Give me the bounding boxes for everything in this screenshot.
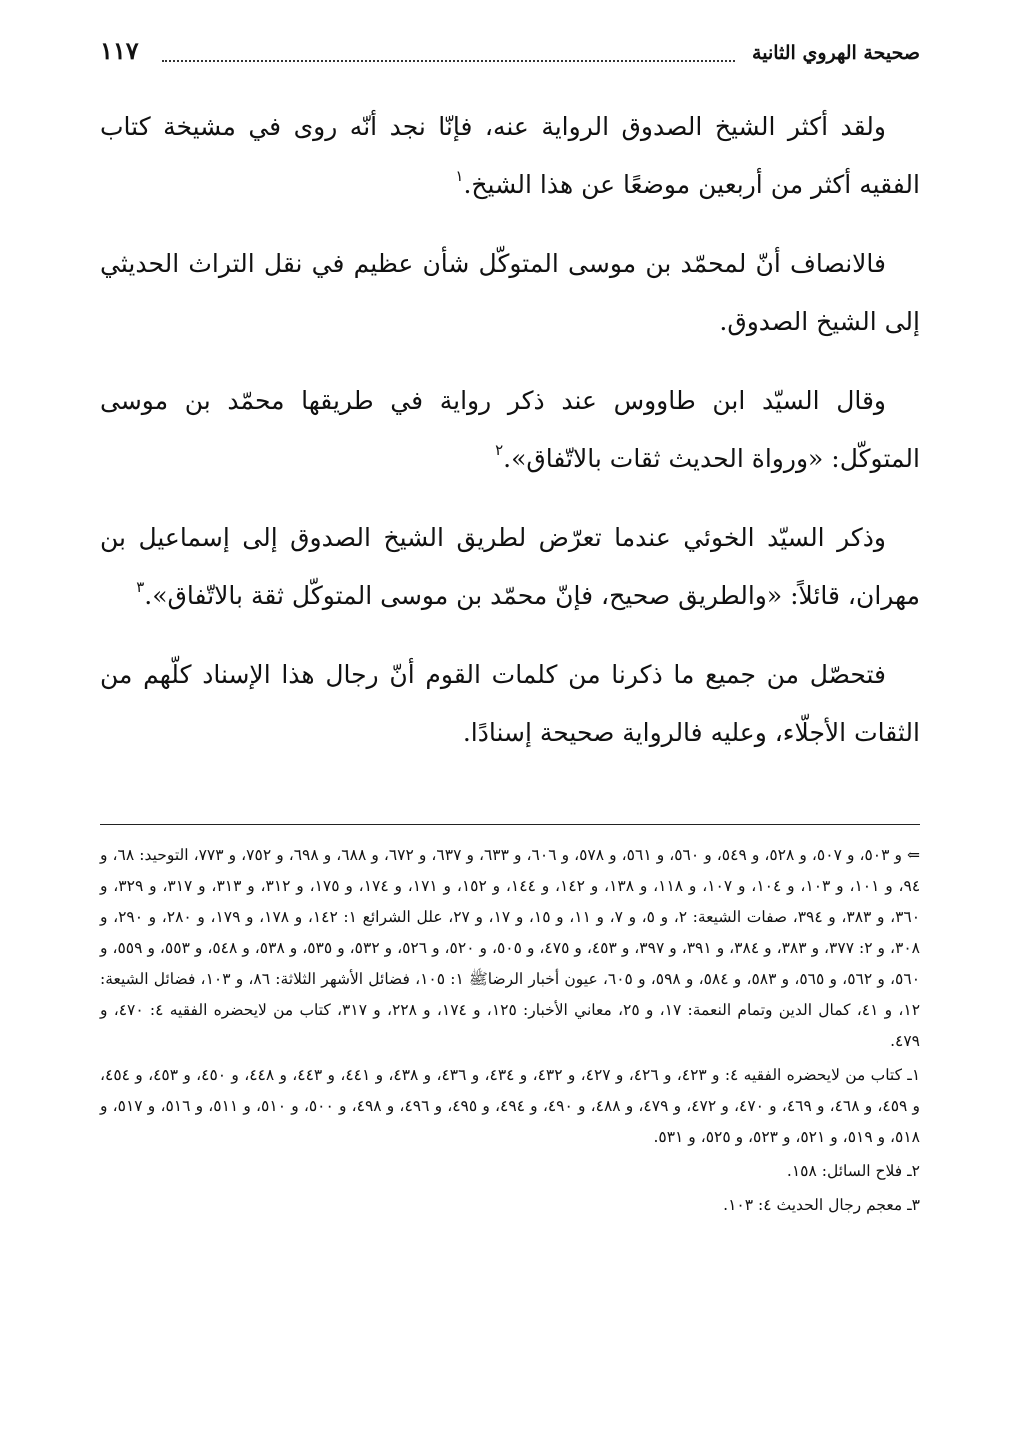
note-reference: ١ <box>455 167 464 185</box>
footnotes <box>100 840 920 1224</box>
running-title: صحيحة الهروي الثانية <box>752 42 920 64</box>
page-number: ١١٧ <box>100 36 139 65</box>
footnote-continued: ⇐ و ٥٠٣، و ٥٠٧، و ٥٢٨، و ٥٤٩، و ٥٦٠، و ٥٦١، و ٥٧٨، و ٦٠٦، و ٦٣٣، و ٦٣٧، و ٦٧٢، و ٦٨٨، و ٦٩٨، و ٧٥٢، و ٧٧٣، التوحيد: ٦٨، و ٩٤، و ١٠١، و ١٠٣، و ١٠٤، و ١٠٧، و ١١٨، و ١٣٨، و ١٤٢، و ١٤٤، و ١٥٢، و ١٧١، و ١٧٤، و ١٧٥، و ٣١٢، و ٣١٣، و ٣١٧، و ٣٢٩، و ٣٦٠، و ٣٨٣، و ٣٩٤، صفات الشيعة: ٢، و ٥، و ٧، و ١١، و ١٥، و ١٧، و ٢٧، علل الشرائع ١: ١٤٢، و ١٧٨، و ١٧٩، و ٢٨٠، و ٢٩٠، و ٣٠٨، و ٢: ٣٧٧، و ٣٨٣، و ٣٨٤، و ٣٩١، و ٣٩٧، و ٤٥٣، و ٤٧٥، و ٥٠٥، و ٥٢٠، و ٥٢٦، و ٥٣٢، و ٥٣٥، و ٥٣٨، و ٥٤٨، و ٥٥٣، و ٥٥٩، و ٥٦٠، و ٥٦٢، و ٥٦٥، و ٥٨٣، و ٥٨٤، و ٥٩٨، و ٦٠٥، عيون أخبار الرضاﷺ ١: ١٠٥، فضائل الأشهر الثلاثة: ٨٦، و ١٠٣، فضائل الشيعة: ١٢، و ٤١، كمال الدين وتمام النعمة: ١٧، و ٢٥، معاني الأخبار: ١٢٥، و ١٧٤، و ٢٢٨، و ٣١٧، كتاب من لايحضره الفقيه ٤: ٤٧٠، و ٤٧٩. <box>100 846 921 1050</box>
header-dotted-leader <box>162 60 735 62</box>
paragraph-text: ولقد أكثر الشيخ الصدوق الرواية عنه، فإنّا نجد أنّه روى في مشيخة كتاب الفقيه أكثر من أربعين موضعًا عن هذا الشيخ. <box>100 112 920 199</box>
note-reference: ٢ <box>495 441 504 459</box>
main-text <box>100 98 920 783</box>
note-reference: ٣ <box>136 578 145 596</box>
footnote-2: ٢ـ فلاح السائل: ١٥٨. <box>786 1162 920 1180</box>
paragraph-text: فالانصاف أنّ لمحمّد بن موسى المتوكّل شأن عظيم في نقل التراث الحديثي إلى الشيخ الصدوق. <box>100 249 920 336</box>
footnote-1: ١ـ كتاب من لايحضره الفقيه ٤: و ٤٢٣، و ٤٢٦، و ٤٢٧، و ٤٣٢، و ٤٣٤، و ٤٣٦، و ٤٣٨، و ٤٤١، و ٤٤٣، و ٤٤٨، و ٤٥٠، و ٤٥٣، و ٤٥٤، و ٤٥٩، و ٤٦٨، و ٤٦٩، و ٤٧٠، و ٤٧٢، و ٤٧٩، و ٤٨٨، و ٤٩٠، و ٤٩٤، و ٤٩٥، و ٤٩٦، و ٤٩٨، و ٥٠٠، و ٥١٠، و ٥١١، و ٥١٦، و ٥١٧، و ٥١٨، و ٥١٩، و ٥٢١، و ٥٢٣، و ٥٢٥، و ٥٣١. <box>100 1066 921 1146</box>
paragraph <box>100 509 920 625</box>
footnote-3: ٣ـ معجم رجال الحديث ٤: ١٠٣. <box>723 1196 920 1214</box>
paragraph <box>100 372 920 488</box>
page-header <box>100 30 920 80</box>
paragraph-text: فتحصّل من جميع ما ذكرنا من كلمات القوم أنّ رجال هذا الإسناد كلّهم من الثقات الأجلّاء، وعليه فالرواية صحيحة إسنادًا. <box>100 660 920 747</box>
paragraph-text: وذكر السيّد الخوئي عندما تعرّض لطريق الشيخ الصدوق إلى إسماعيل بن مهران، قائلاً: «والطريق صحيح، فإنّ محمّد بن موسى المتوكّل ثقة بالاتّفاق». <box>100 523 920 610</box>
paragraph <box>100 98 920 214</box>
paragraph <box>100 235 920 351</box>
paragraph <box>100 646 920 762</box>
footnote-separator <box>100 824 920 825</box>
paragraph-text: وقال السيّد ابن طاووس عند ذكر رواية في طريقها محمّد بن موسى المتوكّل: «ورواة الحديث ثقات بالاتّفاق». <box>100 386 920 473</box>
